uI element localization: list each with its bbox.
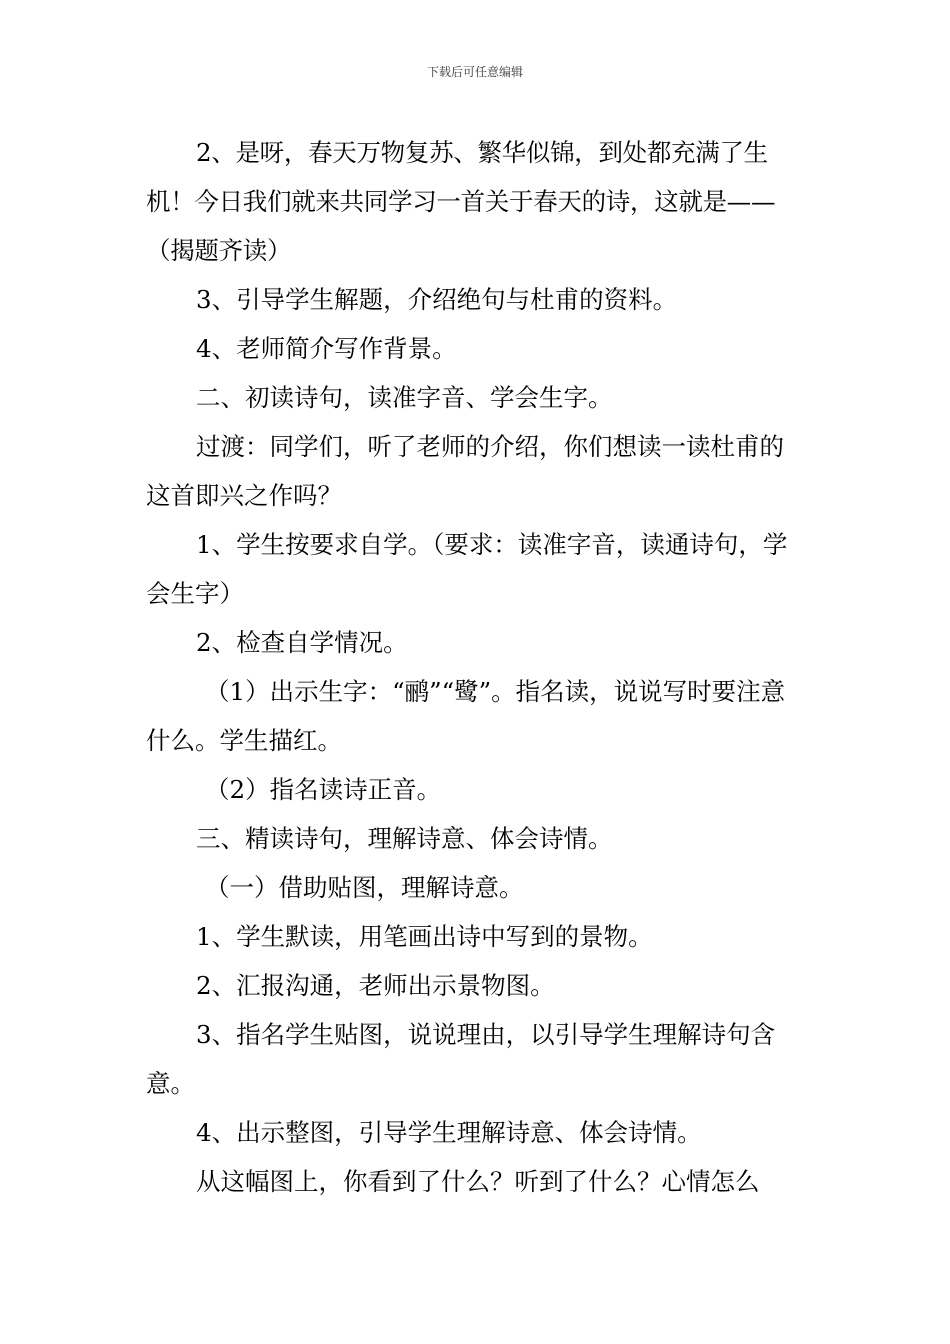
paragraph: 从这幅图上，你看到了什么？听到了什么？心情怎么 bbox=[196, 1167, 760, 1196]
section-heading: 二、初读诗句，读准字音、学会生字。 bbox=[196, 383, 613, 412]
paragraph: （2）指名读诗正音。 bbox=[205, 775, 442, 804]
paragraph: 1、学生按要求自学。（要求：读准字音，读通诗句，学会生字） bbox=[146, 530, 788, 608]
paragraph: 3、引导学生解题，介绍绝句与杜甫的资料。 bbox=[196, 285, 678, 314]
paragraph: 1、学生默读，用笔画出诗中写到的景物。 bbox=[196, 922, 653, 951]
paragraph: 2、检查自学情况。 bbox=[196, 628, 408, 657]
paragraph: （1）出示生字：“鹂”“鹭”。指名读，说说写时要注意什么。学生描红。 bbox=[146, 677, 786, 755]
section-heading: 三、精读诗句，理解诗意、体会诗情。 bbox=[196, 824, 613, 853]
subsection-heading: （一）借助贴图，理解诗意。 bbox=[205, 873, 524, 902]
paragraph: 2、是呀，春天万物复苏、繁华似锦，到处都充满了生机！今日我们就来共同学习一首关于春天的诗，这就是——（揭题齐读） bbox=[146, 138, 776, 265]
document-body bbox=[146, 128, 808, 1206]
paragraph: 3、指名学生贴图，说说理由，以引导学生理解诗句含意。 bbox=[146, 1020, 776, 1098]
paragraph: 过渡：同学们，听了老师的介绍，你们想读一读杜甫的这首即兴之作吗？ bbox=[146, 432, 784, 510]
page-header: 下载后可任意编辑 bbox=[426, 65, 523, 79]
paragraph: 4、老师简介写作背景。 bbox=[196, 334, 457, 363]
paragraph: 2、汇报沟通，老师出示景物图。 bbox=[196, 971, 555, 1000]
paragraph: 4、出示整图，引导学生理解诗意、体会诗情。 bbox=[196, 1118, 702, 1147]
